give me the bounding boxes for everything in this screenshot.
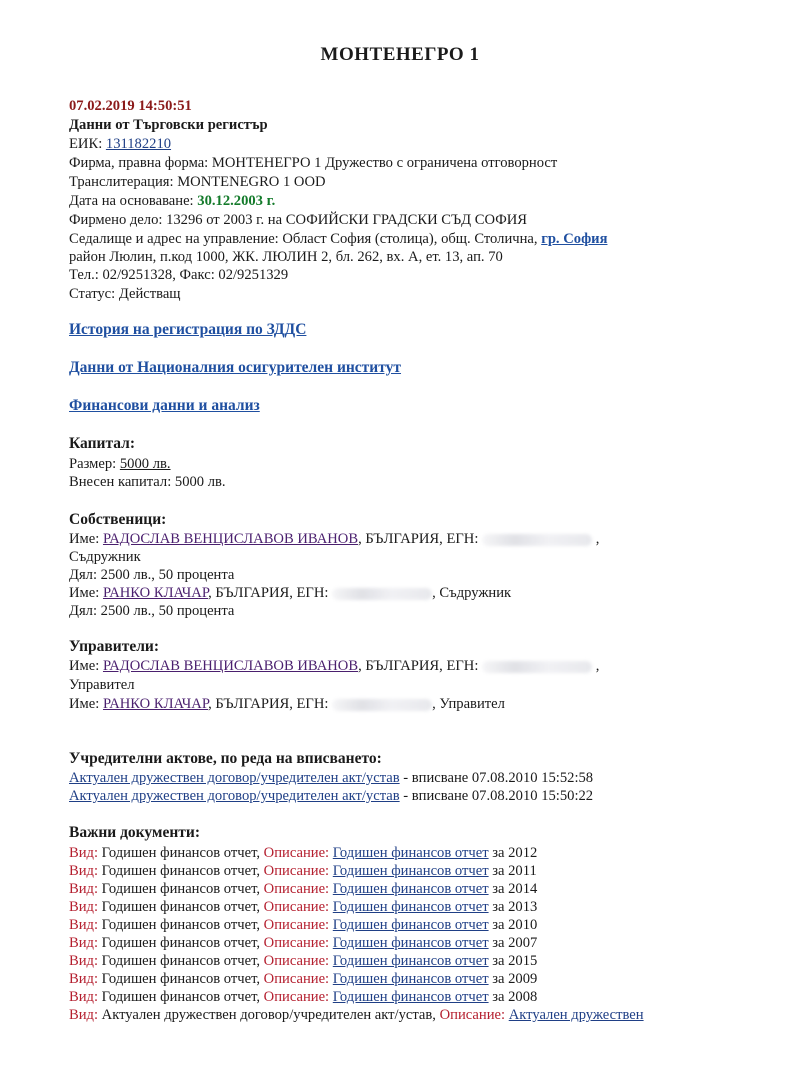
doc-row: Вид: Годишен финансов отчет, Описание: Годишен финансов отчет за 2009 — [69, 971, 538, 987]
act-row: Актуален дружествен договор/учредителен акт/устав - вписване 07.08.2010 15:50:22 — [69, 788, 594, 804]
doc-link[interactable]: Годишен финансов отчет — [332, 881, 489, 897]
owners-heading: Собственици: — [69, 511, 167, 528]
act-link[interactable]: Актуален дружествен договор/учредителен акт/устав — [69, 788, 400, 804]
act-link[interactable]: Актуален дружествен договор/учредителен акт/устав — [69, 770, 400, 786]
manager-2-line: Име: РАНКО КЛАЧАР, БЪЛГАРИЯ, ЕГН: , Управител — [69, 696, 505, 712]
seat-line: Седалище и адрес на управление: Област София (столица), общ. Столична, гр. София — [69, 231, 608, 247]
doc-link[interactable]: Актуален дружествен — [508, 1007, 644, 1023]
doc-row: Вид: Актуален дружествен договор/учредителен акт/устав, Описание: Актуален дружествен — [69, 1007, 644, 1023]
city-link[interactable]: гр. София — [541, 231, 608, 247]
doc-link[interactable]: Годишен финансов отчет — [332, 953, 489, 969]
doc-row: Вид: Годишен финансов отчет, Описание: Годишен финансов отчет за 2013 — [69, 899, 538, 915]
address-line: район Люлин, п.код 1000, ЖК. ЛЮЛИН 2, бл. 262, вх. А, ет. 13, ап. 70 — [69, 249, 503, 265]
owner-2-line: Име: РАНКО КЛАЧАР, БЪЛГАРИЯ, ЕГН: , Съдружник — [69, 585, 512, 601]
act-row: Актуален дружествен договор/учредителен акт/устав - вписване 07.08.2010 15:52:58 — [69, 770, 594, 786]
owner-1-name[interactable]: РАДОСЛАВ ВЕНЦИСЛАВОВ ИВАНОВ — [102, 531, 359, 547]
capital-heading: Капитал: — [69, 435, 135, 452]
doc-row: Вид: Годишен финансов отчет, Описание: Годишен финансов отчет за 2012 — [69, 845, 538, 861]
owner-2-name[interactable]: РАНКО КЛАЧАР — [102, 585, 209, 601]
redacted-egn — [482, 534, 592, 546]
eik-line: ЕИК: 131182210 — [69, 136, 172, 152]
doc-row: Вид: Годишен финансов отчет, Описание: Годишен финансов отчет за 2010 — [69, 917, 538, 933]
capital-size-line: Размер: 5000 лв. — [69, 456, 171, 472]
owner-1-line: Име: РАДОСЛАВ ВЕНЦИСЛАВОВ ИВАНОВ, БЪЛГАРИЯ, ЕГН: , — [69, 531, 600, 547]
acts-heading: Учредителни актове, по реда на вписването: — [69, 750, 382, 767]
capital-paid-line: Внесен капитал: 5000 лв. — [69, 474, 226, 490]
firm-line: Фирма, правна форма: МОНТЕНЕГРО 1 Дружество с ограничена отговорност — [69, 155, 558, 171]
doc-link[interactable]: Годишен финансов отчет — [332, 899, 489, 915]
redacted-egn — [482, 661, 592, 673]
case-line: Фирмено дело: 13296 от 2003 г. на СОФИЙСКИ ГРАДСКИ СЪД СОФИЯ — [69, 212, 527, 228]
phone-line: Тел.: 02/9251328, Факс: 02/9251329 — [69, 267, 289, 283]
manager-1-name[interactable]: РАДОСЛАВ ВЕНЦИСЛАВОВ ИВАНОВ — [102, 658, 359, 674]
owner-2-share: Дял: 2500 лв., 50 процента — [69, 603, 235, 619]
owner-1-share: Дял: 2500 лв., 50 процента — [69, 567, 235, 583]
manager-1-role: Управител — [69, 677, 135, 693]
doc-row: Вид: Годишен финансов отчет, Описание: Годишен финансов отчет за 2011 — [69, 863, 537, 879]
doc-link[interactable]: Годишен финансов отчет — [332, 863, 489, 879]
page-title: МОНТЕНЕГРО 1 — [320, 44, 480, 65]
managers-heading: Управители: — [69, 638, 159, 655]
owner-1-role: Съдружник — [69, 549, 141, 565]
eik-link[interactable]: 131182210 — [105, 136, 172, 152]
vat-history-link[interactable]: История на регистрация по ЗДДС — [69, 321, 307, 338]
doc-link[interactable]: Годишен финансов отчет — [332, 917, 489, 933]
financial-analysis-link[interactable]: Финансови данни и анализ — [69, 397, 260, 414]
status-line: Статус: Действащ — [69, 286, 181, 302]
founded-date: 30.12.2003 г. — [197, 193, 276, 209]
doc-row: Вид: Годишен финансов отчет, Описание: Годишен финансов отчет за 2008 — [69, 989, 538, 1005]
founded-line: Дата на основаване: 30.12.2003 г. — [69, 193, 276, 209]
doc-link[interactable]: Годишен финансов отчет — [332, 845, 489, 861]
timestamp: 07.02.2019 14:50:51 — [69, 98, 192, 114]
source-heading: Данни от Търговски регистър — [69, 117, 268, 133]
doc-link[interactable]: Годишен финансов отчет — [332, 971, 489, 987]
docs-heading: Важни документи: — [69, 824, 200, 841]
doc-row: Вид: Годишен финансов отчет, Описание: Годишен финансов отчет за 2015 — [69, 953, 538, 969]
doc-link[interactable]: Годишен финансов отчет — [332, 935, 489, 951]
translit-line: Транслитерация: MONTENEGRO 1 OOD — [69, 174, 326, 190]
redacted-egn — [332, 588, 432, 600]
doc-link[interactable]: Годишен финансов отчет — [332, 989, 489, 1005]
manager-1-line: Име: РАДОСЛАВ ВЕНЦИСЛАВОВ ИВАНОВ, БЪЛГАРИЯ, ЕГН: , — [69, 658, 600, 674]
noi-data-link[interactable]: Данни от Националния осигурителен институт — [69, 359, 402, 376]
manager-2-name[interactable]: РАНКО КЛАЧАР — [102, 696, 209, 712]
doc-row: Вид: Годишен финансов отчет, Описание: Годишен финансов отчет за 2007 — [69, 935, 538, 951]
redacted-egn — [332, 699, 432, 711]
doc-row: Вид: Годишен финансов отчет, Описание: Годишен финансов отчет за 2014 — [69, 881, 538, 897]
